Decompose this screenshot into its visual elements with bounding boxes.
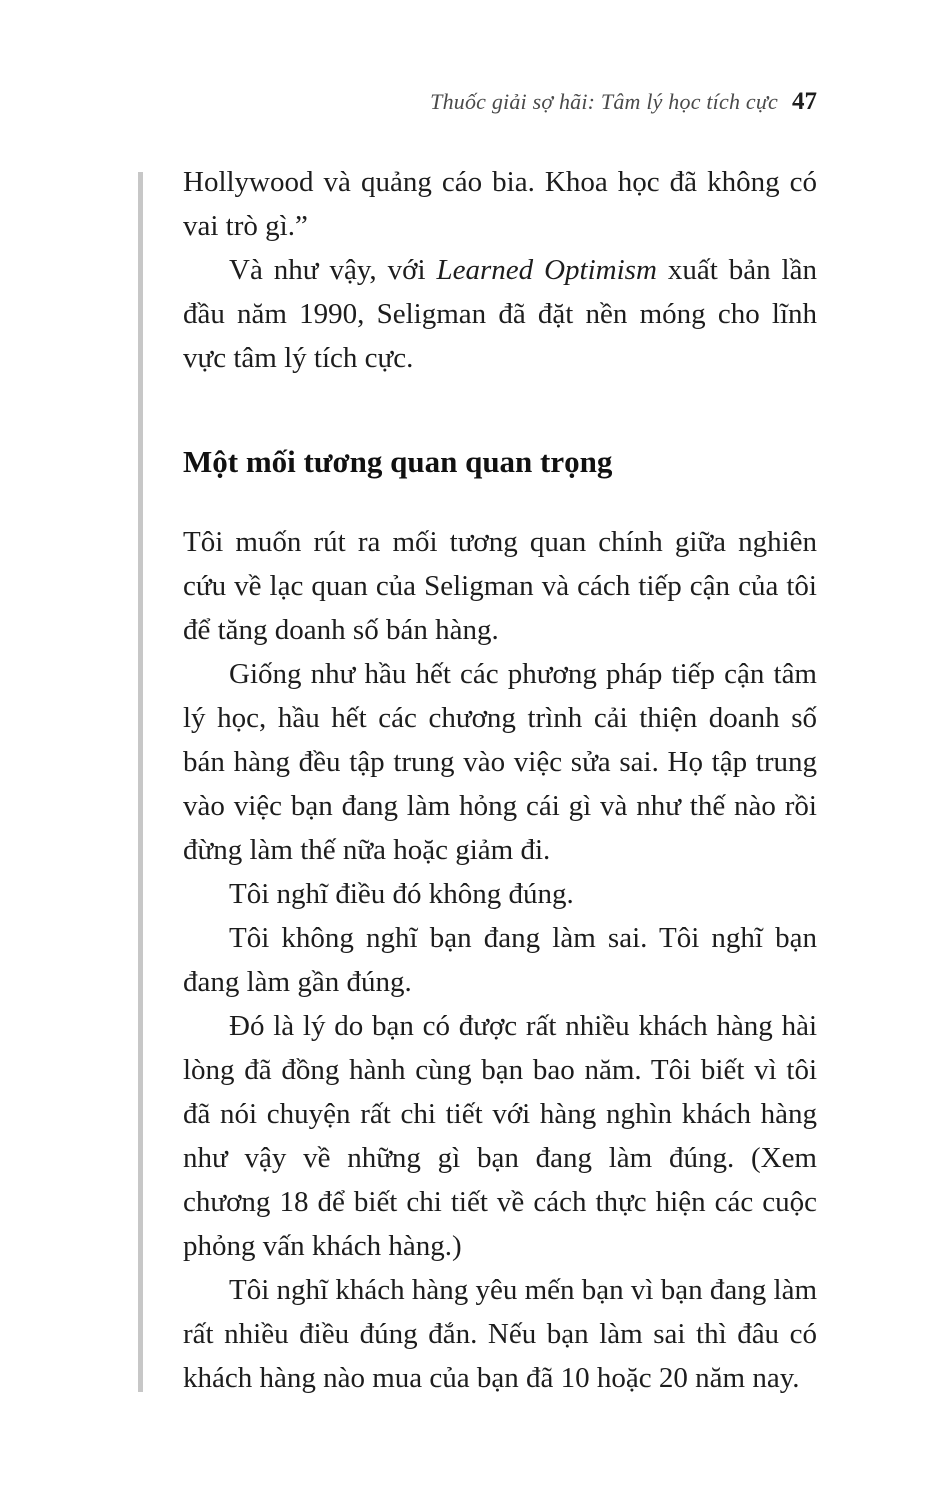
paragraph <box>183 1004 817 1268</box>
text-run: Tôi muốn rút ra mối tương quan chính giữa nghiên cứu về lạc quan của Seligman và cách tiếp cận của tôi để tăng doanh số bán hàng. <box>183 526 817 646</box>
italic-book-title: Learned Optimism <box>436 254 657 286</box>
text-run: Giống như hầu hết các phương pháp tiếp cận tâm lý học, hầu hết các chương trình cải thiện doanh số bán hàng đều tập trung vào việc sửa sai. Họ tập trung vào việc bạn đang làm hỏng cái gì và như thế nào rồi đừng làm thế nữa hoặc giảm đi. <box>183 658 817 866</box>
paragraph <box>183 916 817 1004</box>
paragraph <box>183 520 817 652</box>
paragraph <box>183 160 817 248</box>
text-run: Một mối tương quan quan trọng <box>183 444 613 479</box>
running-header <box>183 88 817 116</box>
body-text <box>183 160 817 1400</box>
text-run: Đó là lý do bạn có được rất nhiều khách hàng hài lòng đã đồng hành cùng bạn bao năm. Tôi biết vì tôi đã nói chuyện rất chi tiết với hàng nghìn khách hàng như vậy về những gì bạn đang làm đúng. (Xem chương 18 để biết chi tiết về cách thực hiện các cuộc phỏng vấn khách hàng.) <box>183 1010 817 1262</box>
text-run: Tôi nghĩ điều đó không đúng. <box>229 878 574 910</box>
text-run: Tôi nghĩ khách hàng yêu mến bạn vì bạn đang làm rất nhiều điều đúng đắn. Nếu bạn làm sai thì đâu có khách hàng nào mua của bạn đã 10 hoặc 20 năm nay. <box>183 1274 817 1394</box>
page-number: 47 <box>792 88 817 115</box>
running-title: Thuốc giải sợ hãi: Tâm lý học tích cực <box>430 89 778 114</box>
text-run: xuất bản lần đầu năm 1990, Seligman đã đặt nền móng cho lĩnh vực tâm lý tích cực. <box>183 254 817 374</box>
text-run: Hollywood và quảng cáo bia. Khoa học đã không có vai trò gì.” <box>183 166 817 242</box>
paragraph <box>183 652 817 872</box>
text-run: Tôi không nghĩ bạn đang làm sai. Tôi nghĩ bạn đang làm gần đúng. <box>183 922 817 998</box>
text-run: Và như vậy, với <box>229 254 437 286</box>
paragraph <box>183 1268 817 1400</box>
paragraph <box>183 872 817 916</box>
section-heading <box>183 442 817 482</box>
paragraph <box>183 248 817 380</box>
left-margin-rule <box>138 172 143 1392</box>
